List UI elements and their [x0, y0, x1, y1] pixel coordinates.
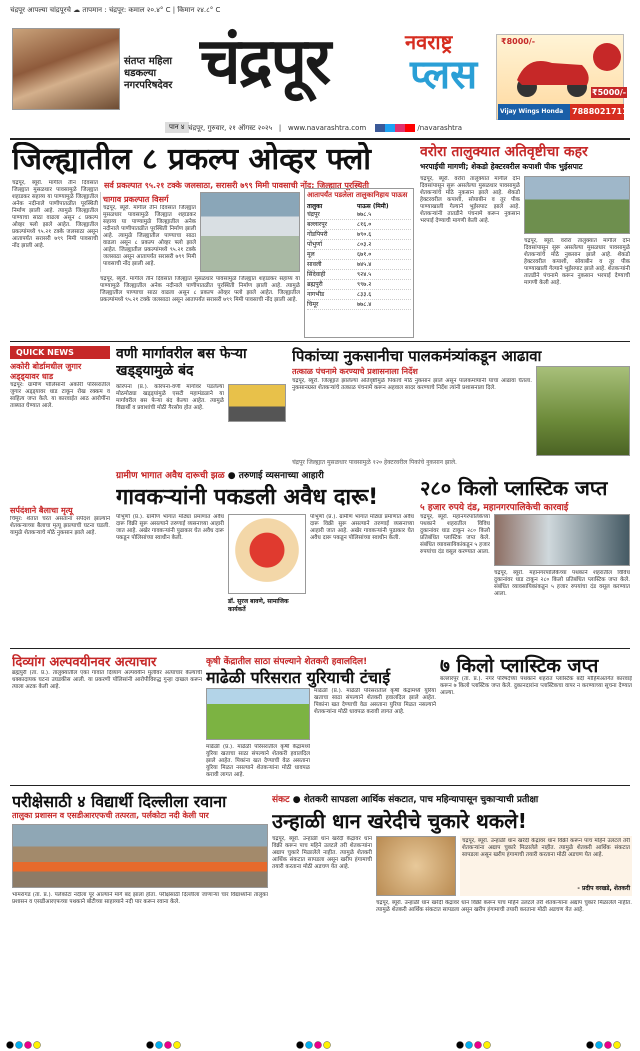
rain-mm: ६७१.०: [357, 251, 372, 258]
rain-taluka: चंद्रपूर: [307, 211, 320, 218]
website-link[interactable]: www.navarashtra.com: [287, 124, 367, 132]
liquor-banner-left: ग्रामीण भागात अवैध दारूची झळ: [116, 471, 225, 481]
rain-mm: ८०३.२: [357, 241, 372, 248]
rain-col-taluka: तालुका: [307, 203, 323, 210]
ad-price: ₹5000/-: [592, 88, 627, 97]
plastic1-subhead: ५ हजार रुपये दंड, महानगरपालिकेची कारवाई: [420, 503, 569, 513]
lead-box: [100, 192, 198, 272]
paddy-body: चंद्रपूर, ब्यूरो. उन्हाळी धान खरेदी केंद्रांवर धान विक्री करून पाच महिने उलटले तरी शेतकऱ्यांना अद्याप चुकारे मिळालेले नाहीत. त्यामुळे शेतकरी आर्थिक संकटात सापडला असून खरीप हंगामाची तयारी करताना मोठी अडचण येत आहे.: [272, 836, 372, 870]
rain-mm: ९२४.५: [357, 271, 372, 278]
lead-box-title: चागाव प्रकल्पात विसर्ग: [103, 195, 169, 204]
plastic1-photo: [494, 514, 630, 566]
rain-mm: ७९०.६: [357, 231, 372, 238]
ad-phone: 7888021711: [570, 104, 624, 120]
quick-news-body-2: चिमूर: शेतात चरत असताना सर्पदंश झाल्याने शेतकऱ्याच्या बैलाचा मृत्यू झाल्याची घटना घडली. यामुळे शेतकऱ्याचे मोठे नुकसान झाले आहे.: [10, 516, 110, 536]
warora-body-2: चंद्रपूर, ब्यूरो. वरोरा तालुक्यात मागील दोन दिवसांपासून सुरू असलेल्या मुसळधार पावसामुळे शेतकऱ्यांचे मोठे नुकसान झाले आहे. शेकडो हेक्टरवरील कपाशी, सोयाबीन व तूर पीक पाण्याखाली गेल्याने भुईसपाट झाले आहे. शेतकऱ्यांनी तातडीने पंचनामे करून नुकसान भरपाई देण्याची मागणी केली आहे.: [524, 238, 630, 286]
quick-news: [10, 346, 110, 646]
rain-mm: ८१६.०: [357, 221, 372, 228]
crop-caption: चंद्रपूर जिल्ह्यात मुसळधार पावसामुळे १२० हेक्टरवरील पिकांचे नुकसान झाले.: [292, 459, 457, 466]
lead-body-continued: चंद्रपूर, ब्यूरो. मागील तीन दिवसांत जिल्ह्यात मुसळधार पावसामुळे जिल्ह्यात शहाडकर सहाय्य या पाण्यामुळे जिल्ह्यातील अनेक नदीनाले पाणीपातळीत पूरस्थिती निर्माण झाली आहे. त्यामुळे जिल्ह्यातील पाण्याचा साठा वाढला असून ८ प्रकल्प ओव्हर फ्लो झाले आहेत. जिल्ह्यातील प्रकल्पांमध्ये ९५.२१ टक्के जलसाठा असून आतापर्यंत सरासरी ७९९ मिमी पावसाची नोंद झाली आहे.: [100, 276, 300, 303]
liquor-headline: गावकऱ्यांनी पकडली अवैध दारू!: [116, 485, 379, 510]
plastic2-body: बल्लारपूर (ता. प्र.). नगर परिषदेच्या पथकाने शहरात प्लास्टिक बंदी मोहिमेअंतर्गत कारवाई करून ७ किलो प्लास्टिक जप्त केले. दुकानदारांना प्लास्टिकचा वापर न करण्याच्या सूचना देण्यात आल्या.: [440, 676, 632, 696]
divider-2: [10, 648, 630, 649]
urea-photo: [206, 688, 310, 740]
rain-row: [307, 260, 411, 270]
rain-row: [307, 290, 411, 300]
rain-table: [304, 188, 414, 338]
rain-row: [307, 240, 411, 250]
rain-rows: [307, 210, 411, 310]
bus-headline: वणी मार्गावरील बस फेऱ्या खड्ड्यामुळे बंद: [116, 346, 247, 379]
crisis-text: शेतकरी सापडला आर्थिक संकटात, पाच महिन्यापासून चुकाऱ्याची प्रतीक्षा: [303, 795, 539, 805]
rain-mm: ९९७.२: [357, 281, 372, 288]
rain-col-mm: पाऊस (मिमी): [357, 203, 389, 210]
bus-body: कोरपना (प्र.). कोरपना-वणी मार्गावर पडलेल्या मोठमोठ्या खड्ड्यांमुळे एसटी महामंडळाने या मार्गावरील बस फेऱ्या बंद केल्या आहेत. त्यामुळे विद्यार्थी व प्रवाशांची मोठी गैरसोय होत आहे.: [116, 384, 224, 411]
rain-taluka: सिंदेवाही: [307, 271, 326, 278]
quick-news-title-1: अकोरी बोर्डामधील जुगार अड्ड्यावर धाड: [10, 362, 82, 381]
ad-dealer-name: Vijay Wings Honda: [498, 104, 570, 120]
rain-row: [307, 300, 411, 310]
crop-photo: [536, 366, 630, 456]
liquor-banner: ग्रामीण भागात अवैध दारूची झळ ● तरुणाई व्यसनाच्या आहारी: [116, 471, 324, 481]
urea-headline: माढेळी परिसरात युरियाची टंचाई: [206, 668, 391, 687]
rain-mm: ८३३.६: [357, 291, 372, 298]
liquor-banner-right: तरुणाई व्यसनाच्या आहारी: [238, 471, 324, 481]
rain-row: [307, 250, 411, 260]
warora-headline: वरोरा तालुक्यात अतिवृष्टीचा कहर: [420, 144, 588, 160]
masthead-title: चंद्रपूर: [200, 24, 330, 99]
dam-photo: [200, 192, 300, 272]
rain-row: [307, 270, 411, 280]
paddy-quote-by: - प्रदीप वरखडे, शेतकरी: [577, 885, 630, 892]
crisis-label: संकट: [272, 795, 290, 805]
students-headline: परीक्षेसाठी ४ विद्यार्थी दिल्लीला रवाना: [12, 792, 227, 811]
header-divider: [10, 138, 630, 140]
lead-subhead: सर्व प्रकल्पात ९५.२१ टक्के जलसाठा, सरासरी ७९९ मिमी पावसाची नोंद; जिल्ह्यात पूरस्थिती: [104, 181, 369, 190]
students-photo: [12, 824, 268, 888]
crop-subhead: तत्काळ पंचनामे करण्याचे प्रशासनाला निर्देश: [292, 367, 418, 376]
weather-strip: चंद्रपूर आपल्या चांद्रपूरचे ☁ तापमान : चंद्रपूर: कमाल २०.४° C | किमान २४.८° C: [10, 6, 221, 14]
paddy-photo: [376, 836, 456, 896]
registration-dots-icon: [0, 1039, 640, 1051]
rain-taluka: ब्रह्मपुरी: [307, 281, 323, 288]
warora-subhead: भरपाईची मागणी; शेकडो हेक्टरवरील कपाशी पीक भुईसपाट: [420, 162, 583, 171]
plastic1-headline: २८० किलो प्लास्टिक जप्त: [420, 476, 608, 500]
quick-news-body-1: चंद्रपूर: ग्रामीण पोलिसांनी अकोरी परिसरातील जुगार अड्ड्यावर धाड टाकून रोख रक्कम व साहित्य जप्त केले. या कारवाईत आठ आरोपींना ताब्यात घेण्यात आले.: [10, 382, 110, 409]
rain-row: [307, 230, 411, 240]
lead-body: चंद्रपूर, ब्यूरो. मागील तीन दिवसांत जिल्ह्यात मुसळधार पावसामुळे जिल्ह्यात शहाडकर सहाय्य या पाण्यामुळे जिल्ह्यातील अनेक नदीनाले पाणीपातळीत पूरस्थिती निर्माण झाली आहे. त्यामुळे जिल्ह्यातील पाण्याचा साठा वाढला असून ८ प्रकल्प ओव्हर फ्लो झाले आहेत. जिल्ह्यातील प्रकल्पांमध्ये ९५.२१ टक्के जलसाठा असून आतापर्यंत सरासरी ७९९ मिमी पावसाची नोंद झाली आहे.: [12, 180, 98, 249]
rain-mm: ७७८.५: [357, 211, 372, 218]
brand-plus: प्लस: [410, 52, 478, 98]
liquor-body-2: पोंभुर्णा (प्र.). ग्रामीण भागात मोठ्या प्रमाणात अवैध दारू विक्री सुरू असल्याने तरुणाई व्यसनाच्या आहारी जात आहे. अखेर गावकऱ्यांनी पुढाकार घेत अवैध दारू पकडून पोलिसांच्या स्वाधीन केली.: [310, 514, 414, 541]
masthead-photo: [12, 28, 120, 110]
rain-taluka: पोंभुर्णा: [307, 241, 323, 248]
disabled-headline: दिव्यांग अल्पवयीनवर अत्याचार: [12, 655, 157, 670]
warora-body: चंद्रपूर, ब्यूरो. वरोरा तालुक्यात मागील दोन दिवसांपासून सुरू असलेल्या मुसळधार पावसामुळे शेतकऱ्यांचे मोठे नुकसान झाले आहे. शेकडो हेक्टरवरील कपाशी, सोयाबीन व तूर पीक पाण्याखाली गेल्याने भुईसपाट झाले आहे. शेतकऱ्यांनी तातडीने पंचनामे करून नुकसान भरपाई देण्याची मागणी केली आहे.: [420, 176, 520, 224]
rain-taluka: सावली: [307, 261, 322, 268]
issue-date: चंद्रपूर, गुरुवार, २१ ऑगस्ट २०२५: [188, 124, 273, 132]
students-subhead: तालुका प्रशासन व एसडीआरएफची तत्परता, पर्लकोटा नदी केली पार: [12, 811, 209, 820]
rain-taluka: गोंडपिपरी: [307, 231, 328, 238]
date-bar: चंद्रपूर, गुरुवार, २१ ऑगस्ट २०२५ | www.navarashtra.com /navarashtra: [188, 124, 463, 132]
plastic1-body-2: चंद्रपूर, ब्यूरो. महानगरपालिकेच्या पथकाने शहरातील विविध दुकानांवर धाड टाकून २८० किलो प्रतिबंधित प्लास्टिक जप्त केले. संबंधित व्यावसायिकांकडून ५ हजार रुपयांचा दंड वसूल करण्यात आला.: [494, 570, 630, 597]
quick-news-label: QUICK NEWS: [10, 346, 110, 359]
paddy-body-2: चंद्रपूर, ब्यूरो. उन्हाळी धान खरेदी केंद्रांवर धान विक्री करून पाच महिने उलटले तरी शेतकऱ्यांना अद्याप चुकारे मिळालेले नाहीत. त्यामुळे शेतकरी आर्थिक संकटात सापडला असून खरीप हंगामाची तयारी करताना मोठी अडचण येत आहे.: [376, 900, 632, 913]
liquor-byline: डॉ. सुरज बावणे, सामाजिक कार्यकर्ते: [228, 598, 289, 613]
liquor-body: पोंभुर्णा (प्र.). ग्रामीण भागात मोठ्या प्रमाणात अवैध दारू विक्री सुरू असल्याने तरुणाई व्यसनाच्या आहारी जात आहे. अखेर गावकऱ्यांनी पुढाकार घेत अवैध दारू पकडून पोलिसांच्या स्वाधीन केली.: [116, 514, 224, 541]
rain-taluka: चिमूर: [307, 301, 319, 308]
warora-photo: [524, 176, 630, 234]
print-registration-marks: [0, 1036, 640, 1046]
social-icons[interactable]: [375, 124, 415, 132]
urea-body-2: माढेळी (प्र.). माढेळी परिसरातील कृषी केंद्रांमध्ये युरिया खताचा साठा संपल्याने शेतकरी हवालदिल झाले आहेत. पिकांना खत देण्याची वेळ असताना युरिया मिळत नसल्याने शेतकऱ्यांना मोठी धावपळ करावी लागत आहे.: [314, 688, 436, 715]
social-handle[interactable]: /navarashtra: [417, 124, 463, 132]
lead-headline: जिल्ह्यातील ८ प्रकल्प ओव्हर फ्लो: [12, 142, 372, 177]
rain-table-title: आतापर्यंत पडलेला तालुकानिहाय पाऊस: [307, 191, 408, 199]
plastic1-body: चंद्रपूर, ब्यूरो. महानगरपालिकेच्या पथकाने शहरातील विविध दुकानांवर धाड टाकून २८० किलो प्रतिबंधित प्लास्टिक जप्त केले. संबंधित व्यावसायिकांकडून ५ हजार रुपयांचा दंड वसूल करण्यात आला.: [420, 514, 490, 555]
brand-navarashtra: नवराष्ट्र: [405, 30, 453, 54]
rain-taluka: नागभीड: [307, 291, 325, 298]
rain-mm: ७४५.४: [357, 261, 372, 268]
paddy-quote-body: चंद्रपूर, ब्यूरो. उन्हाळी धान खरेदी केंद्रांवर धान विक्री करून पाच महिने उलटले तरी शेतकऱ्यांना अद्याप चुकारे मिळालेले नाहीत. त्यामुळे शेतकरी आर्थिक संकटात सापडला असून खरीप हंगामाची तयारी करताना मोठी अडचण येत आहे.: [462, 838, 630, 858]
ad-price-small: ₹8000/-: [501, 37, 536, 46]
disabled-body: ब्रह्मपुरी (ता. प्र.). तालुक्यातील एका गावात दिव्यांग अल्पवयीन मुलीवर अत्याचार केल्याची धक्कादायक घटना उघडकीस आली. या प्रकरणी पोलिसांनी आरोपीविरुद्ध गुन्हा दाखल करून त्याला अटक केली आहे.: [12, 670, 202, 690]
rain-row: [307, 280, 411, 290]
divider-3: [10, 785, 630, 786]
quick-news-title-2: सर्पदंशाने बैलाचा मृत्यू: [10, 506, 73, 515]
rain-row: [307, 210, 411, 220]
rain-taluka: बल्लारपूर: [307, 221, 328, 228]
page-number: पान ४: [165, 122, 189, 133]
crisis-bar: संकट ● शेतकरी सापडला आर्थिक संकटात, पाच महिन्यापासून चुकाऱ्याची प्रतीक्षा: [272, 795, 539, 805]
urea-banner: कृषी केंद्रातील साठा संपल्याने शेतकरी हवालदिल!: [206, 657, 368, 667]
rain-taluka: मूल: [307, 251, 315, 258]
rain-row: [307, 220, 411, 230]
paddy-quote: [460, 836, 632, 896]
divider-1: [10, 341, 630, 342]
bus-photo: [228, 384, 286, 422]
paddy-headline: उन्हाळी धान खरेदीचे चुकारे थकले!: [272, 809, 527, 833]
urea-body: माढेळी (प्र.). माढेळी परिसरातील कृषी केंद्रांमध्ये युरिया खताचा साठा संपल्याने शेतकरी हवालदिल झाले आहेत. पिकांना खत देण्याची वेळ असताना युरिया मिळत नसल्याने शेतकऱ्यांना मोठी धावपळ करावी लागत आहे.: [206, 744, 310, 778]
masthead-caption: संतप्त महिला धडकल्या नगरपरिषदेवर: [124, 56, 173, 91]
crop-body: चंद्रपूर, ब्यूरो. जिल्ह्यात झालेल्या अतिवृष्टीमुळे पिकांचे मोठे नुकसान झाले असून पालकमंत्र्यांनी याचा आढावा घेतला. नुकसानग्रस्त शेतकऱ्यांचे तत्काळ पंचनामे करून अहवाल सादर करण्याचे निर्देश त्यांनी प्रशासनाला दिले.: [292, 378, 532, 391]
crop-headline: पिकांच्या नुकसानीचा पालकमंत्र्यांकडून आढावा: [292, 347, 542, 365]
lead-box-body: चंद्रपूर, ब्यूरो. मागील तीन दिवसांत जिल्ह्यात मुसळधार पावसामुळे जिल्ह्यात शहाडकर सहाय्य या पाण्यामुळे जिल्ह्यातील अनेक नदीनाले पाणीपातळीत पूरस्थिती निर्माण झाली आहे. त्यामुळे जिल्ह्यातील पाण्याचा साठा वाढला असून ८ प्रकल्प ओव्हर फ्लो झाले आहेत. जिल्ह्यातील प्रकल्पांमध्ये ९५.२१ टक्के जलसाठा असून आतापर्यंत सरासरी ७९९ मिमी पावसाची नोंद झाली आहे.: [103, 205, 196, 267]
liquor-illustration: [228, 514, 306, 594]
rain-mm: ७७८.४: [357, 301, 372, 308]
plastic2-headline: ७ किलो प्लास्टिक जप्त: [440, 655, 599, 677]
students-body: भामरागड (ता. प्र.). पर्लकोटा नदीला पूर आल्याने मार्ग बंद झाला होता. परीक्षेसाठी दिल्लीला जाणाऱ्या चार विद्यार्थ्यांना तालुका प्रशासन व एसडीआरएफच्या पथकाने बोटीच्या साहाय्याने नदी पार करून रवाना केले.: [12, 892, 268, 905]
